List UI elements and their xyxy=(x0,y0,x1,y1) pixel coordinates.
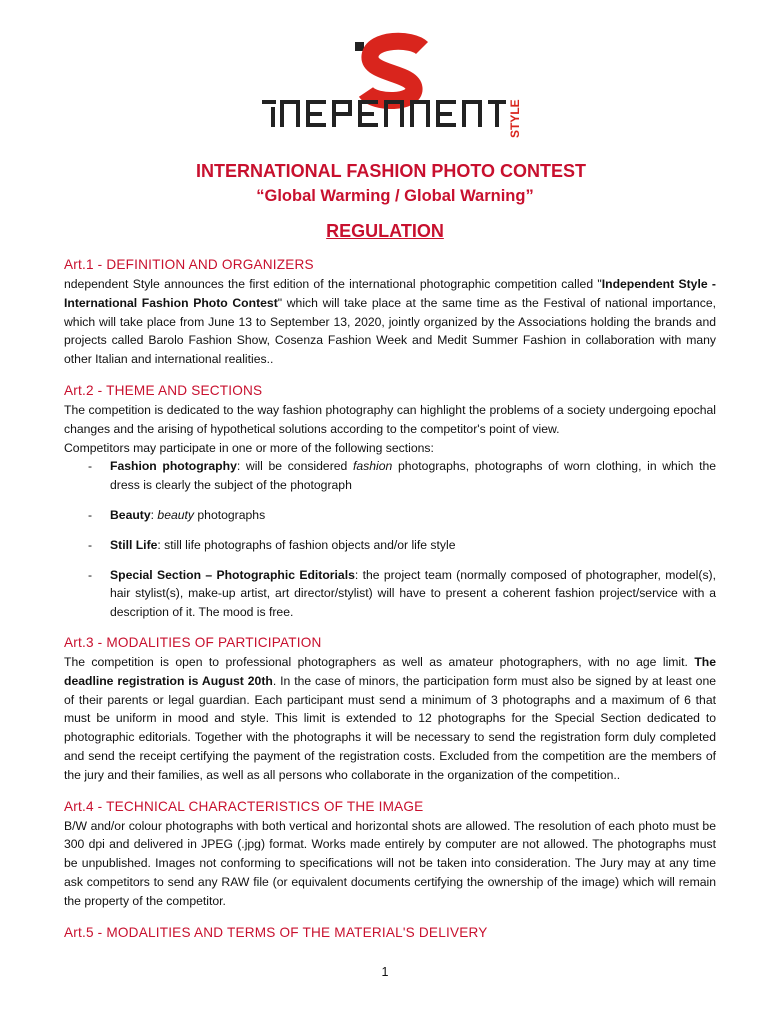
regulation-body xyxy=(64,255,716,943)
art3-heading: Art.3 - MODALITIES OF PARTICIPATION xyxy=(64,634,322,650)
art5-heading: Art.5 - MODALITIES AND TERMS OF THE MATERIAL'S DELIVERY xyxy=(64,924,488,940)
list-item: - Special Section – Photographic Editorials: the project team (normally composed of photographer, model(s), hair stylist(s), make-up artist, art director/stylist) will have to present a coherent fashion project/service with a description of it. The mood is free. xyxy=(64,566,716,622)
page-number: 1 xyxy=(381,965,389,979)
art1-heading: Art.1 - DEFINITION AND ORGANIZERS xyxy=(64,257,314,272)
list-item: - Fashion photography: will be considered fashion photographs, photographs of worn clothing, in which the dress is clearly the subject of the photograph xyxy=(64,457,716,495)
list-item: - Beauty: beauty photographs xyxy=(64,506,716,525)
document-title: REGULATION xyxy=(326,221,444,241)
list-item: - Still Life: still life photographs of fashion objects and/or life style xyxy=(64,536,716,555)
header xyxy=(0,158,770,244)
logo-style-tag: STYLE xyxy=(508,99,522,138)
art4-paragraph: B/W and/or colour photographs with both vertical and horizontal shots are allowed. The resolution of each photo must be 300 dpi and delivered in JPEG (.jpg) format. Works made entirely by computer are not allowed. The photographs must be unpublished. Images not conforming to specifications will not be taken into consideration. The Jury may at any time ask competitors to send any RAW file (or equivalent documents certifying the ownership of the image) which will remain the property of the competitor. xyxy=(64,818,716,908)
logo-s-mark xyxy=(366,41,422,100)
art2-heading: Art.2 - THEME AND SECTIONS xyxy=(64,382,263,398)
independent-style-logo xyxy=(262,34,520,146)
contest-title: INTERNATIONAL FASHION PHOTO CONTEST xyxy=(195,161,586,181)
logo-square-mark xyxy=(355,42,364,51)
art1-paragraph: ndependent Style announces the first edition of the international photographic competition called "Independent Style - International Fashion Photo Contest" which will take place at the same time as the Festival of national importance, which will take place from June 13 to September 13, 2020, jointly organized by the Associations holding the brands and projects called Barolo Fashion Show, Cosenza Fashion Week and Medit Summer Fashion in collaboration with many other Italian and international realities.. xyxy=(64,277,716,367)
art2-paragraph: The competition is dedicated to the way fashion photography can highlight the problems of a society undergoing epochal changes and the arising of hypothetical solutions according to the competitor's point of view. xyxy=(64,402,716,436)
contest-subtitle: “Global Warming / Global Warning” xyxy=(256,187,534,205)
art2-sections-intro: Competitors may participate in one or more of the following sections: xyxy=(64,440,434,455)
logo-wordmark xyxy=(262,100,506,127)
art3-paragraph: The competition is open to professional photographers as well as amateur photographers, with no age limit. The deadline registration is August 20th. In the case of minors, the participation form must also be signed by at least one of their parents or legal guardian. Each participant must send a minimum of 3 photographs and a maximum of 6 that must be uniform in mood and style. This limit is extended to 12 photographs for the Special Section dedicated to photographic editorials. Together with the photographs it will be necessary to send the registration form duly completed and send the receipt certifying the payment of the registration costs. Excluded from the competition are the members of the jury and their families, as well as all persons who collaborate in the organization of the competition.. xyxy=(64,654,717,782)
sections-list xyxy=(64,457,716,622)
logo-graphic xyxy=(262,34,520,146)
art4-heading: Art.4 - TECHNICAL CHARACTERISTICS OF THE IMAGE xyxy=(64,798,424,814)
